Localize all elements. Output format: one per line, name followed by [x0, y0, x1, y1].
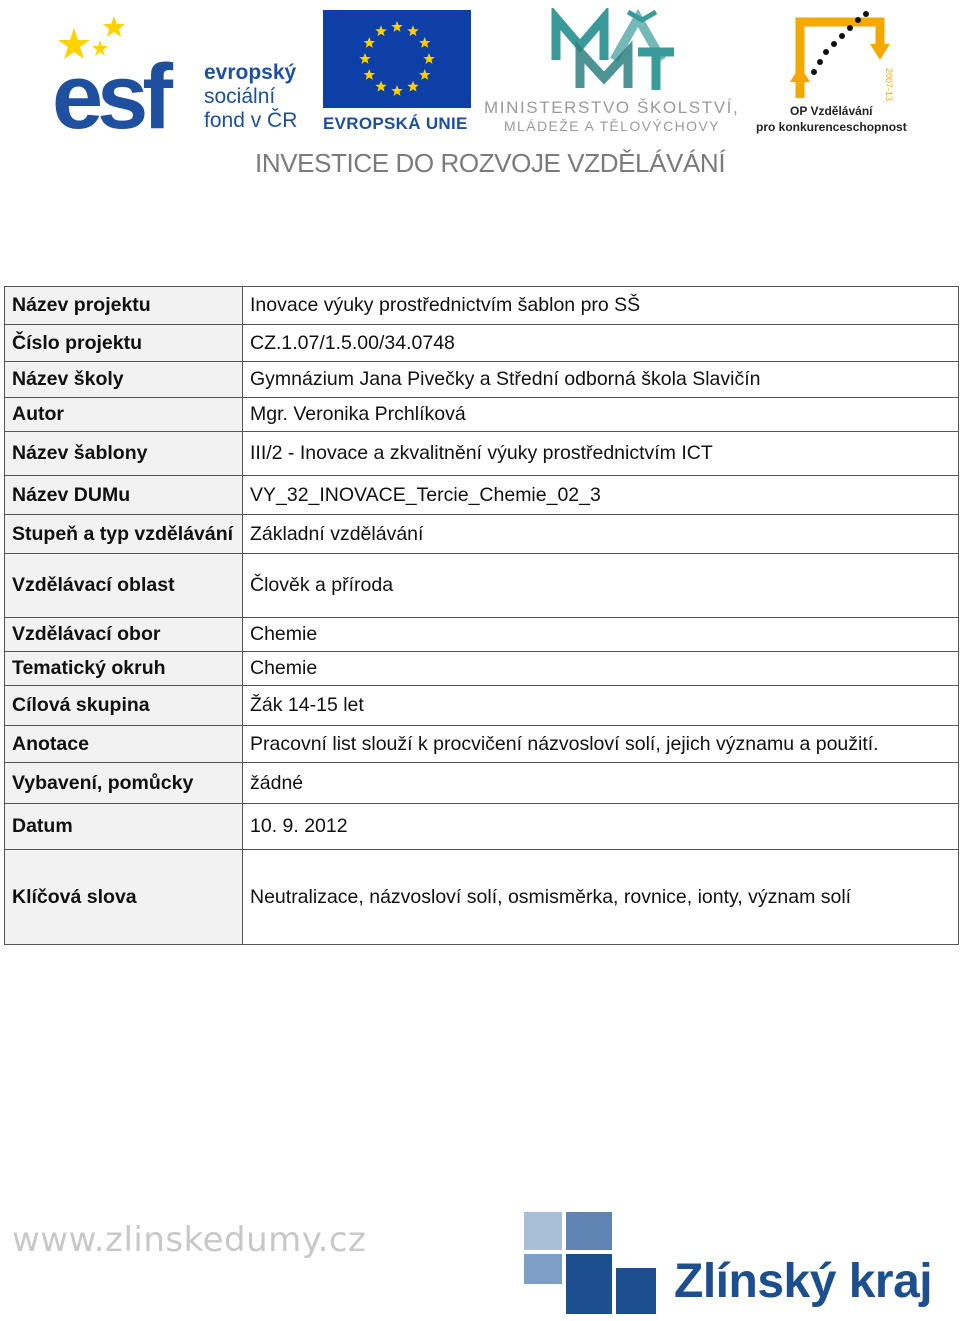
row-value: Chemie — [243, 652, 959, 686]
eu-flag-icon — [323, 10, 471, 108]
headline: INVESTICE DO ROZVOJE VZDĚLÁVÁNÍ — [255, 148, 726, 178]
eu-star-icon — [419, 69, 430, 80]
eu-star-icon — [359, 53, 370, 64]
table-row — [5, 515, 959, 554]
row-value: 10. 9. 2012 — [243, 804, 959, 850]
row-value: Pracovní list slouží k procvičení názvosloví solí, jejich významu a použití. — [243, 726, 959, 763]
row-label: Tematický okruh — [5, 652, 243, 686]
row-label: Název školy — [5, 362, 243, 398]
table-row — [5, 362, 959, 398]
row-value: žádné — [243, 763, 959, 804]
table-row — [5, 554, 959, 618]
eu-star-icon — [375, 25, 386, 36]
website-link[interactable]: www.zlinskedumy.cz — [12, 1220, 367, 1260]
esf-mark-icon — [52, 10, 192, 130]
row-label: Datum — [5, 804, 243, 850]
eu-star-icon — [375, 81, 386, 92]
table-row — [5, 686, 959, 726]
row-label: Anotace — [5, 726, 243, 763]
row-label: Název projektu — [5, 287, 243, 325]
eu-logo — [323, 10, 473, 135]
row-value: Gymnázium Jana Pivečky a Střední odborná škola Slavičín — [243, 362, 959, 398]
row-label: Vzdělávací oblast — [5, 554, 243, 618]
svg-text:esf: esf — [52, 46, 167, 130]
eu-star-icon — [407, 25, 418, 36]
op-line2: pro konkurenceschopnost — [756, 120, 907, 134]
table-row — [5, 618, 959, 652]
info-table — [4, 286, 959, 945]
row-value: Inovace výuky prostřednictvím šablon pro SŠ — [243, 287, 959, 325]
row-value: Mgr. Veronika Prchlíková — [243, 398, 959, 432]
zlinsky-kraj-mark-icon — [524, 1212, 674, 1317]
row-value: Žák 14-15 let — [243, 686, 959, 726]
esf-text-line1: evropský — [204, 61, 297, 84]
table-row — [5, 476, 959, 515]
eu-star-icon — [419, 37, 430, 48]
table-row — [5, 287, 959, 325]
op-mark-icon — [754, 8, 924, 104]
row-value: III/2 - Inovace a zkvalitnění výuky prostřednictvím ICT — [243, 432, 959, 476]
row-label: Autor — [5, 398, 243, 432]
eu-label: EVROPSKÁ UNIE — [323, 114, 468, 133]
eu-star-icon — [407, 81, 418, 92]
row-label: Vybavení, pomůcky — [5, 763, 243, 804]
op-line1: OP Vzdělávání — [790, 104, 873, 118]
row-value: Člověk a příroda — [243, 554, 959, 618]
eu-star-icon — [364, 69, 375, 80]
row-label: Stupeň a typ vzdělávání — [5, 515, 243, 554]
zlinsky-kraj-logo — [524, 1212, 954, 1317]
table-row — [5, 432, 959, 476]
eu-star-icon — [391, 21, 402, 32]
row-label: Číslo projektu — [5, 325, 243, 362]
eu-star-icon — [423, 53, 434, 64]
row-label: Klíčová slova — [5, 850, 243, 945]
msmt-logo — [484, 8, 746, 136]
row-label: Název šablony — [5, 432, 243, 476]
table-row — [5, 850, 959, 945]
table-row — [5, 726, 959, 763]
row-value: Základní vzdělávání — [243, 515, 959, 554]
table-row — [5, 652, 959, 686]
table-row — [5, 325, 959, 362]
esf-text-line3: fond v ČR — [204, 109, 298, 132]
row-value: Chemie — [243, 618, 959, 652]
table-row — [5, 804, 959, 850]
msmt-mark-icon — [550, 8, 680, 94]
esf-text-line2: sociální — [204, 85, 276, 108]
esf-logo — [52, 10, 317, 135]
row-label: Název DUMu — [5, 476, 243, 515]
eu-star-icon — [364, 37, 375, 48]
msmt-line2: MLÁDEŽE A TĚLOVÝCHOVY — [504, 118, 720, 134]
eu-star-icon — [391, 85, 402, 96]
row-value: VY_32_INOVACE_Tercie_Chemie_02_3 — [243, 476, 959, 515]
msmt-line1: MINISTERSTVO ŠKOLSTVÍ, — [484, 98, 740, 117]
table-row — [5, 763, 959, 804]
row-value: Neutralizace, názvosloví solí, osmisměrka, rovnice, ionty, význam solí — [243, 850, 959, 945]
zlinsky-kraj-text: Zlínský kraj — [674, 1255, 933, 1308]
svg-text:2007-13: 2007-13 — [884, 68, 894, 102]
row-value: CZ.1.07/1.5.00/34.0748 — [243, 325, 959, 362]
row-label: Vzdělávací obor — [5, 618, 243, 652]
op-logo — [754, 8, 924, 138]
table-row — [5, 398, 959, 432]
row-label: Cílová skupina — [5, 686, 243, 726]
